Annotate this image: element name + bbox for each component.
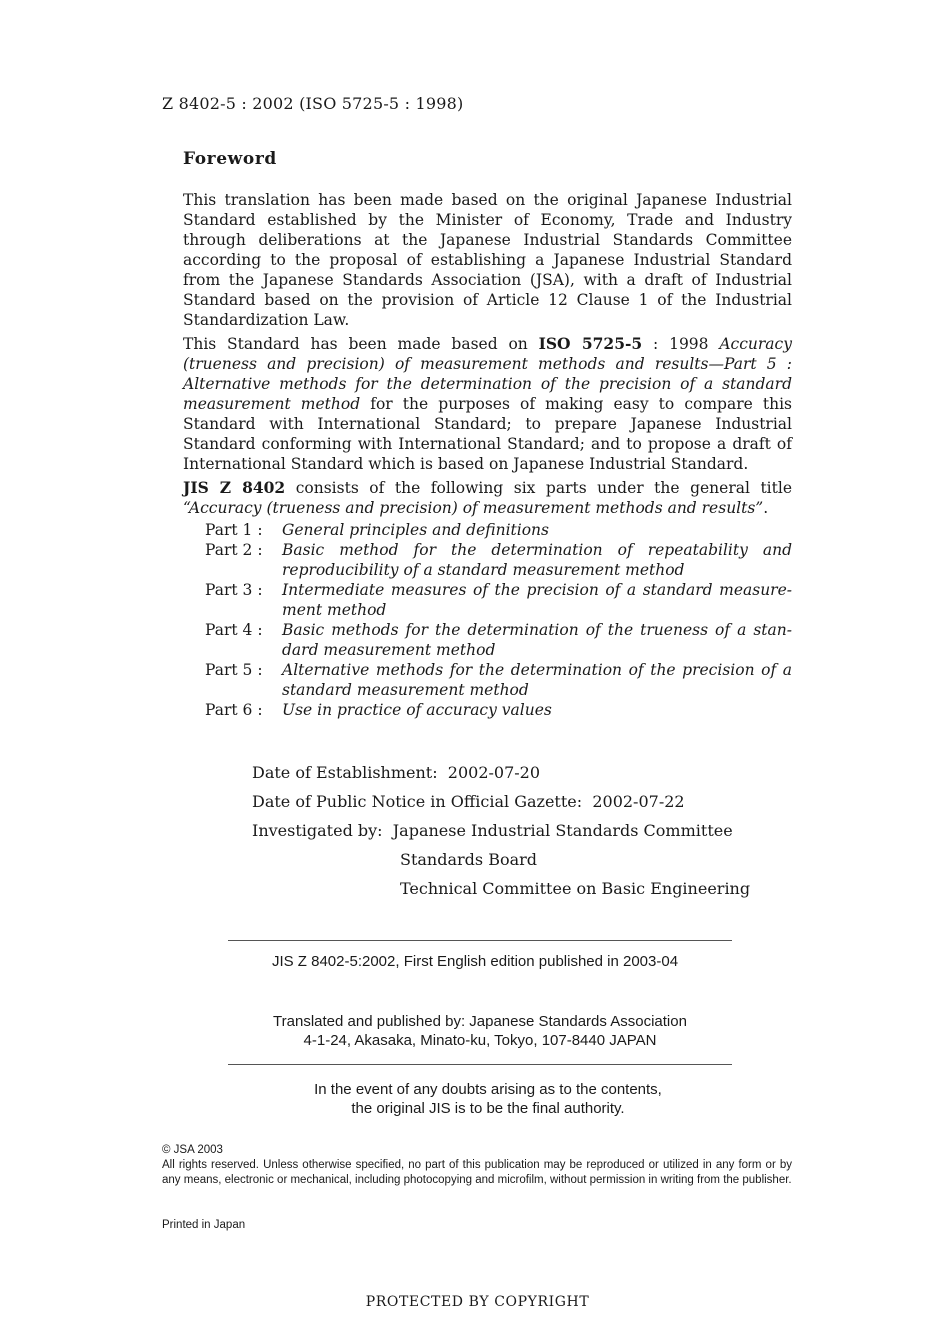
foreword-paragraph-2: [183, 334, 792, 474]
copyright-line: © JSA 2003: [162, 1144, 223, 1156]
establishment-info: [252, 758, 750, 903]
general-title: “Accuracy (trueness and precision) of measurement methods and results”: [183, 499, 764, 517]
printed-in: Printed in Japan: [162, 1219, 246, 1231]
gazette-row: [252, 787, 750, 816]
running-head: Z 8402-5 : 2002 (ISO 5725-5 : 1998): [162, 94, 464, 113]
foreword-body: [183, 190, 792, 720]
list-item: [205, 620, 792, 660]
part-label: Part 3 :: [205, 581, 263, 599]
establishment-date: 2002-07-20: [447, 763, 541, 782]
part-title: Alternative methods for the determination of the precision of a standard measurement method: [282, 661, 792, 699]
part-label: Part 6 :: [205, 701, 263, 719]
list-item: [205, 660, 792, 700]
publisher-address: 4-1-24, Akasaka, Minato-ku, Tokyo, 107-8440 JAPAN: [303, 1032, 657, 1049]
rights-text: All rights reserved. Unless otherwise specified, no part of this publication may be reproduced or utilized in any form or by any means, electronic or mechanical, including photocopying and microfilm, without permission in writing from the publisher.: [162, 1159, 792, 1186]
foreword-heading: Foreword: [183, 149, 277, 169]
para2-rest: for the purposes of making easy to compare this Standard with International Standard; to prepare Japanese Industrial Standard conforming with International Standard; and to propose a draft of International Standard which is based on Japanese Industrial Standard.: [183, 395, 792, 473]
part-title: General principles and definitions: [282, 521, 549, 539]
foreword-paragraph-1: This translation has been made based on the original Japanese Industrial Standard established by the Minister of Economy, Trade and Industry through deliberations at the Japanese Industrial Standards Committee according to the proposal of establishing a Japanese Industrial Standard from the Japanese Standards Association (JSA), with a draft of Industrial Standard based on the provision of Article 12 Clause 1 of the Industrial Standardization Law.: [183, 191, 792, 329]
investigated-label: Investigated by:: [252, 821, 393, 840]
iso-title: Accuracy (trueness and precision) of measurement methods and results—Part 5 : Alternative methods for the determination of the precision of a standard measurement method: [183, 335, 792, 413]
investigated-row: [252, 816, 750, 845]
part-label: Part 1 :: [205, 521, 263, 539]
copyright-notice: [162, 1143, 792, 1188]
part-title: Basic method for the determination of repeatability and reproducibility of a standard measurement method: [282, 541, 792, 579]
gazette-label: Date of Public Notice in Official Gazette:: [252, 792, 593, 811]
iso-year: : 1998: [642, 335, 720, 353]
protected-footer: PROTECTED BY COPYRIGHT: [365, 1294, 590, 1310]
part-label: Part 2 :: [205, 541, 263, 559]
divider-bottom: [228, 1064, 732, 1065]
establishment-label: Date of Establishment:: [252, 763, 448, 782]
para3-end: .: [763, 499, 769, 517]
investigated-committee: Japanese Industrial Standards Committee: [392, 821, 733, 840]
publisher-line-1: Translated and published by: Japanese Standards Association: [273, 1013, 687, 1030]
part-title: Basic methods for the determination of the trueness of a stan-dard measurement method: [282, 621, 792, 659]
part-title: Intermediate measures of the precision of a standard measure-ment method: [282, 581, 792, 619]
gazette-date: 2002-07-22: [592, 792, 685, 811]
part-title: Use in practice of accuracy values: [282, 701, 552, 719]
investigated-board: Standards Board: [400, 850, 538, 869]
list-item: [205, 700, 792, 720]
authority-notice: [0, 1080, 950, 1118]
jis-reference: JIS Z 8402: [183, 478, 286, 497]
publisher-info: [0, 1012, 950, 1050]
parts-list: [205, 520, 792, 720]
establishment-row: [252, 758, 750, 787]
iso-reference: ISO 5725-5: [538, 334, 643, 353]
para2-lead: This Standard has been made based on: [183, 335, 539, 353]
part-label: Part 5 :: [205, 661, 263, 679]
list-item: [205, 580, 792, 620]
authority-line-2: the original JIS is to be the final authority.: [351, 1100, 625, 1117]
edition-statement: JIS Z 8402-5:2002, First English edition published in 2003-04: [271, 953, 679, 970]
para3-lead: consists of the following six parts under the general title: [285, 479, 792, 497]
list-item: [205, 520, 792, 540]
investigated-technical-committee: Technical Committee on Basic Engineering: [400, 879, 751, 898]
list-item: [205, 540, 792, 580]
part-label: Part 4 :: [205, 621, 263, 639]
foreword-paragraph-3: [183, 478, 792, 518]
authority-line-1: In the event of any doubts arising as to the contents,: [314, 1081, 662, 1098]
divider-top: [228, 940, 732, 941]
